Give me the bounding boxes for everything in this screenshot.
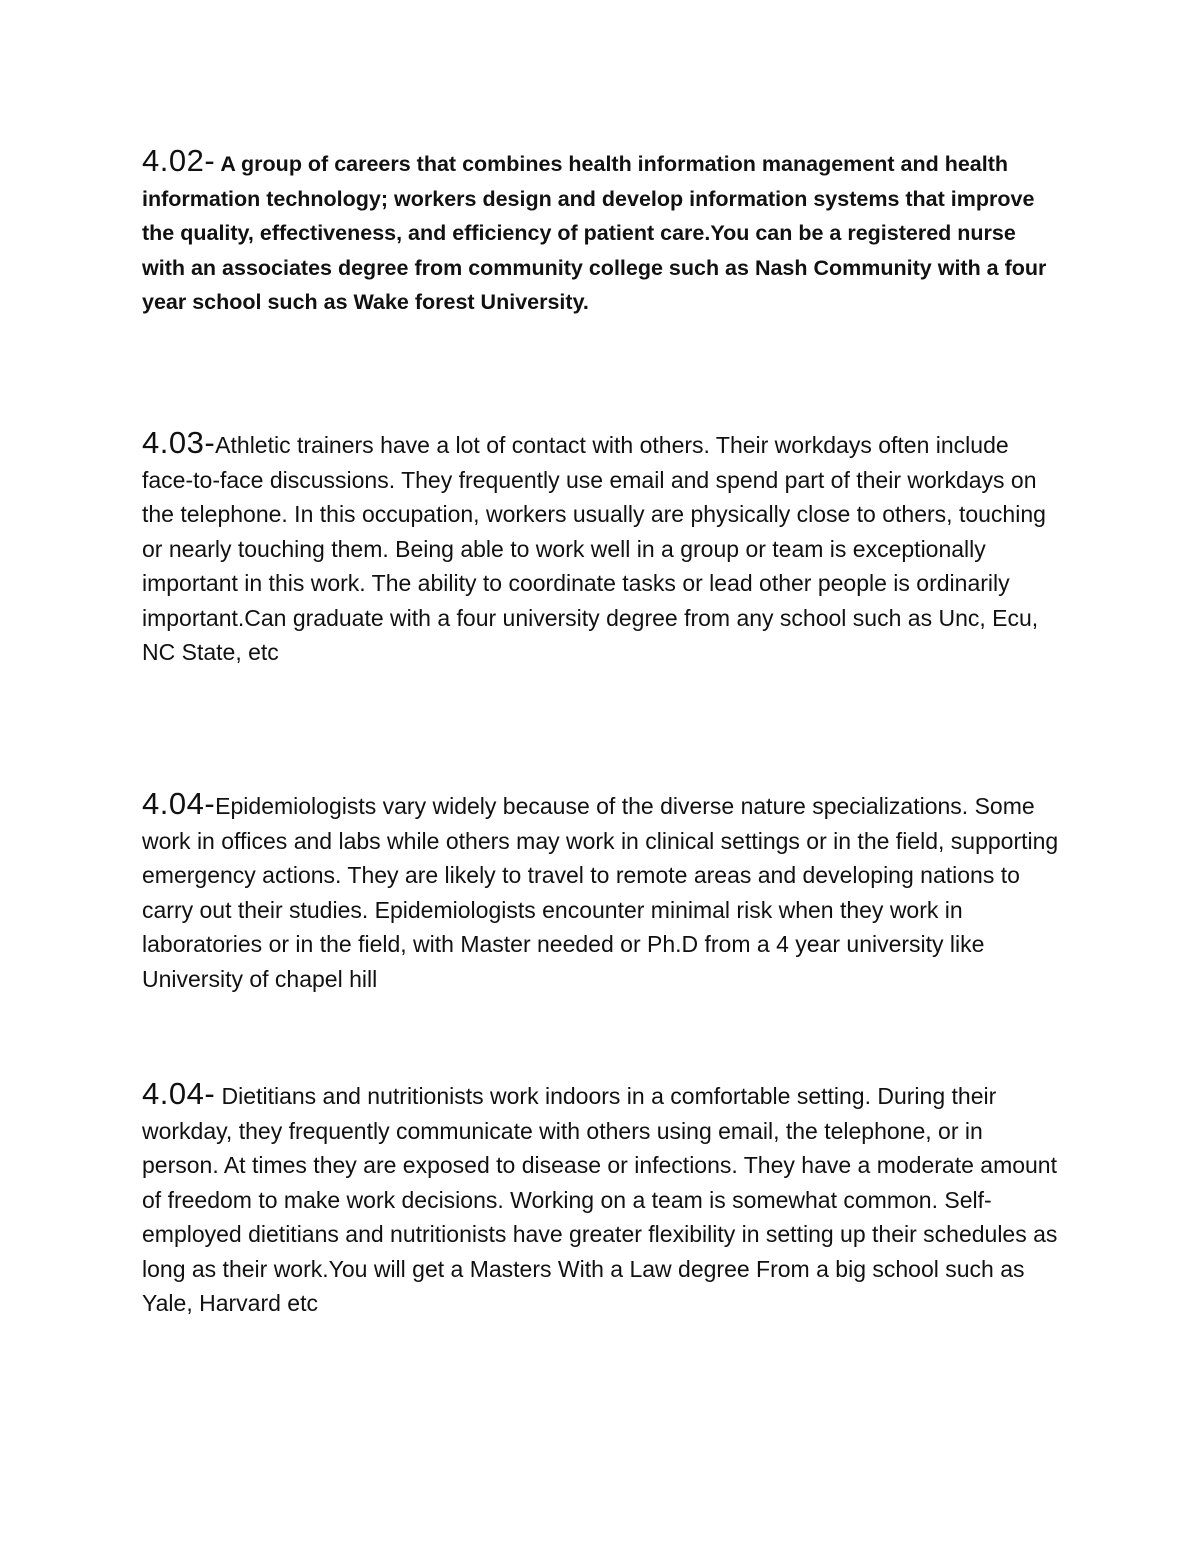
entry-text: Epidemiologists vary widely because of the diverse nature specializations. Some work in offices and labs while others may work in clinical settings or in the field, supporting emergency actions. They are likely to travel to remote areas and developing nations to carry out their studies. Epidemiologists encounter minimal risk when they work in laboratories or in the field, with Master needed or Ph.D from a 4 year university like University of chapel hill [142, 793, 1059, 992]
entry-4-04-dietitians [142, 1077, 1062, 1321]
entry-4-03 [142, 426, 1062, 670]
entry-text: A group of careers that combines health information management and health information technology; workers design and develop information systems that improve the quality, effectiveness, and efficiency of patient care.You can be a registered nurse with an associates degree from community college such as Nash Community with a four year school such as Wake forest University. [142, 152, 1047, 314]
entry-text: Athletic trainers have a lot of contact with others. Their workdays often include face-to-face discussions. They frequently use email and spend part of their workdays on the telephone. In this occupation, workers usually are physically close to others, touching or nearly touching them. Being able to work well in a group or team is exceptionally important in this work. The ability to coordinate tasks or lead other people is ordinarily important.Can graduate with a four university degree from any school such as Unc, Ecu, NC State, etc [142, 432, 1046, 665]
entry-number: 4.04- [142, 1076, 216, 1111]
entry-number: 4.04- [142, 786, 216, 821]
entry-text: Dietitians and nutritionists work indoors in a comfortable setting. During their workday, they frequently communicate with others using email, the telephone, or in person. At times they are exposed to disease or infections. They have a moderate amount of freedom to make work decisions. Working on a team is somewhat common. Self-employed dietitians and nutritionists have greater flexibility in setting up their schedules as long as their work.You will get a Masters With a Law degree From a big school such as Yale, Harvard etc [142, 1083, 1058, 1316]
entry-number: 4.03- [142, 425, 216, 460]
entry-4-02 [142, 144, 1062, 320]
entry-4-04-epidemiologists [142, 787, 1062, 996]
entry-number: 4.02- [142, 143, 216, 178]
